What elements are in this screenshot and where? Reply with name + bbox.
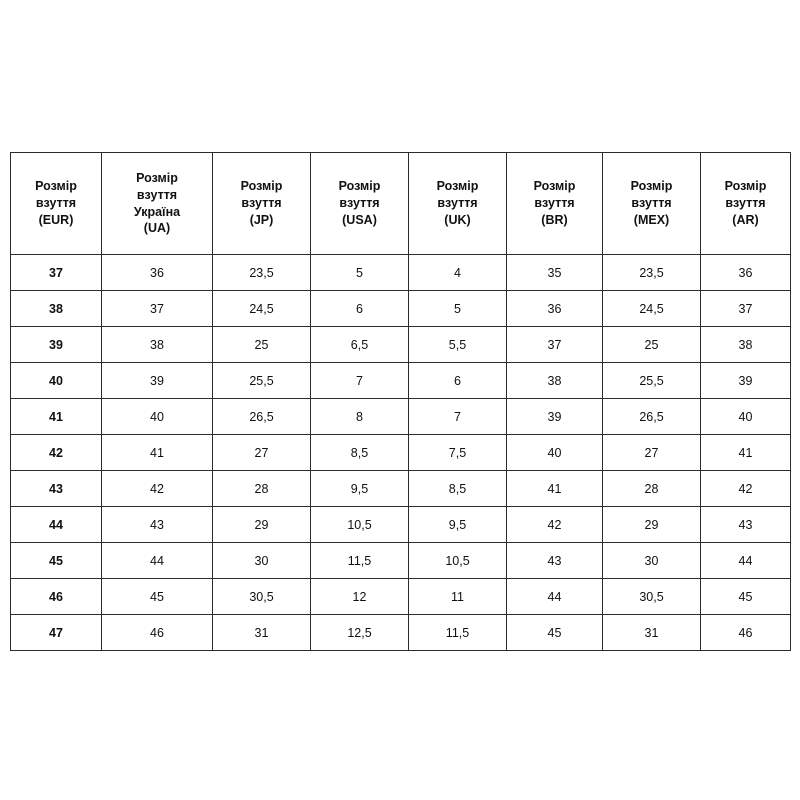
cell-ua: 43 [102,507,213,543]
column-header-jp [213,153,311,255]
cell-eur: 41 [11,399,102,435]
cell-eur: 37 [11,255,102,291]
header-line: взуття [725,196,766,211]
cell-br: 43 [507,543,603,579]
cell-uk: 8,5 [409,471,507,507]
table-row [11,615,791,651]
header-line: Розмір [35,179,77,194]
cell-br: 38 [507,363,603,399]
cell-br: 35 [507,255,603,291]
cell-eur: 39 [11,327,102,363]
table-row [11,435,791,471]
cell-ua: 45 [102,579,213,615]
cell-mex: 26,5 [603,399,701,435]
table-row [11,363,791,399]
cell-mex: 24,5 [603,291,701,327]
header-line: Україна [133,204,181,219]
cell-usa: 11,5 [311,543,409,579]
header-line: (AR) [732,212,759,227]
header-line: (BR) [541,212,568,227]
table-row [11,327,791,363]
cell-eur: 45 [11,543,102,579]
cell-jp: 31 [213,615,311,651]
cell-uk: 4 [409,255,507,291]
cell-usa: 12,5 [311,615,409,651]
cell-usa: 5 [311,255,409,291]
cell-ar: 40 [701,399,791,435]
cell-ua: 44 [102,543,213,579]
column-header-uk [409,153,507,255]
cell-mex: 30 [603,543,701,579]
cell-uk: 9,5 [409,507,507,543]
header-line: взуття [241,196,282,211]
header-line: (UK) [444,212,471,227]
cell-eur: 43 [11,471,102,507]
cell-ar: 44 [701,543,791,579]
cell-ar: 42 [701,471,791,507]
table-body [11,255,791,651]
cell-ua: 38 [102,327,213,363]
column-header-ar [701,153,791,255]
cell-ua: 39 [102,363,213,399]
cell-ua: 40 [102,399,213,435]
cell-ar: 36 [701,255,791,291]
cell-ua: 37 [102,291,213,327]
cell-usa: 6 [311,291,409,327]
cell-br: 37 [507,327,603,363]
column-header-mex [603,153,701,255]
header-line: (MEX) [633,212,670,227]
cell-mex: 30,5 [603,579,701,615]
header-line: Розмір [436,179,479,194]
header-line: Розмір [724,179,767,194]
cell-mex: 29 [603,507,701,543]
cell-ua: 41 [102,435,213,471]
table-row [11,507,791,543]
cell-usa: 10,5 [311,507,409,543]
header-line: взуття [631,196,672,211]
cell-jp: 23,5 [213,255,311,291]
header-line: (USA) [342,212,377,227]
cell-br: 44 [507,579,603,615]
cell-uk: 11,5 [409,615,507,651]
column-header-eur [11,153,102,255]
cell-jp: 28 [213,471,311,507]
cell-eur: 40 [11,363,102,399]
header-line: взуття [339,196,380,211]
cell-jp: 25 [213,327,311,363]
cell-br: 40 [507,435,603,471]
header-line: Розмір [533,179,576,194]
cell-ar: 46 [701,615,791,651]
table-header-row [11,153,791,255]
table-row [11,291,791,327]
header-line: (JP) [249,212,274,227]
cell-ar: 38 [701,327,791,363]
cell-uk: 5 [409,291,507,327]
header-line: взуття [437,196,478,211]
cell-br: 36 [507,291,603,327]
shoe-size-table [10,152,791,651]
column-header-usa [311,153,409,255]
cell-ar: 37 [701,291,791,327]
cell-eur: 38 [11,291,102,327]
cell-br: 41 [507,471,603,507]
cell-jp: 29 [213,507,311,543]
shoe-size-table-container [10,152,790,651]
cell-jp: 24,5 [213,291,311,327]
cell-uk: 5,5 [409,327,507,363]
cell-usa: 12 [311,579,409,615]
cell-br: 42 [507,507,603,543]
cell-uk: 7 [409,399,507,435]
cell-ar: 43 [701,507,791,543]
table-header [11,153,791,255]
cell-usa: 7 [311,363,409,399]
cell-uk: 10,5 [409,543,507,579]
cell-ua: 36 [102,255,213,291]
table-row [11,255,791,291]
cell-usa: 8,5 [311,435,409,471]
cell-usa: 9,5 [311,471,409,507]
cell-usa: 6,5 [311,327,409,363]
header-line: (UA) [143,221,171,236]
cell-ar: 39 [701,363,791,399]
cell-usa: 8 [311,399,409,435]
cell-mex: 25 [603,327,701,363]
column-header-ua [102,153,213,255]
cell-mex: 25,5 [603,363,701,399]
cell-jp: 26,5 [213,399,311,435]
table-row [11,471,791,507]
column-header-br [507,153,603,255]
table-row [11,543,791,579]
cell-mex: 27 [603,435,701,471]
cell-uk: 6 [409,363,507,399]
header-line: взуття [534,196,575,211]
cell-jp: 27 [213,435,311,471]
cell-eur: 44 [11,507,102,543]
cell-mex: 23,5 [603,255,701,291]
cell-ua: 46 [102,615,213,651]
header-line: Розмір [630,179,673,194]
table-row [11,399,791,435]
cell-eur: 42 [11,435,102,471]
header-line: Розмір [338,179,381,194]
cell-ar: 41 [701,435,791,471]
cell-jp: 25,5 [213,363,311,399]
cell-mex: 31 [603,615,701,651]
cell-uk: 11 [409,579,507,615]
cell-mex: 28 [603,471,701,507]
header-line: Розмір [136,170,178,185]
cell-eur: 47 [11,615,102,651]
cell-uk: 7,5 [409,435,507,471]
cell-ar: 45 [701,579,791,615]
header-line: взуття [35,196,77,211]
cell-br: 39 [507,399,603,435]
header-line: Розмір [240,179,283,194]
table-row [11,579,791,615]
cell-jp: 30,5 [213,579,311,615]
header-line: взуття [136,187,178,202]
cell-br: 45 [507,615,603,651]
cell-jp: 30 [213,543,311,579]
cell-eur: 46 [11,579,102,615]
cell-ua: 42 [102,471,213,507]
header-line: (EUR) [38,212,74,227]
